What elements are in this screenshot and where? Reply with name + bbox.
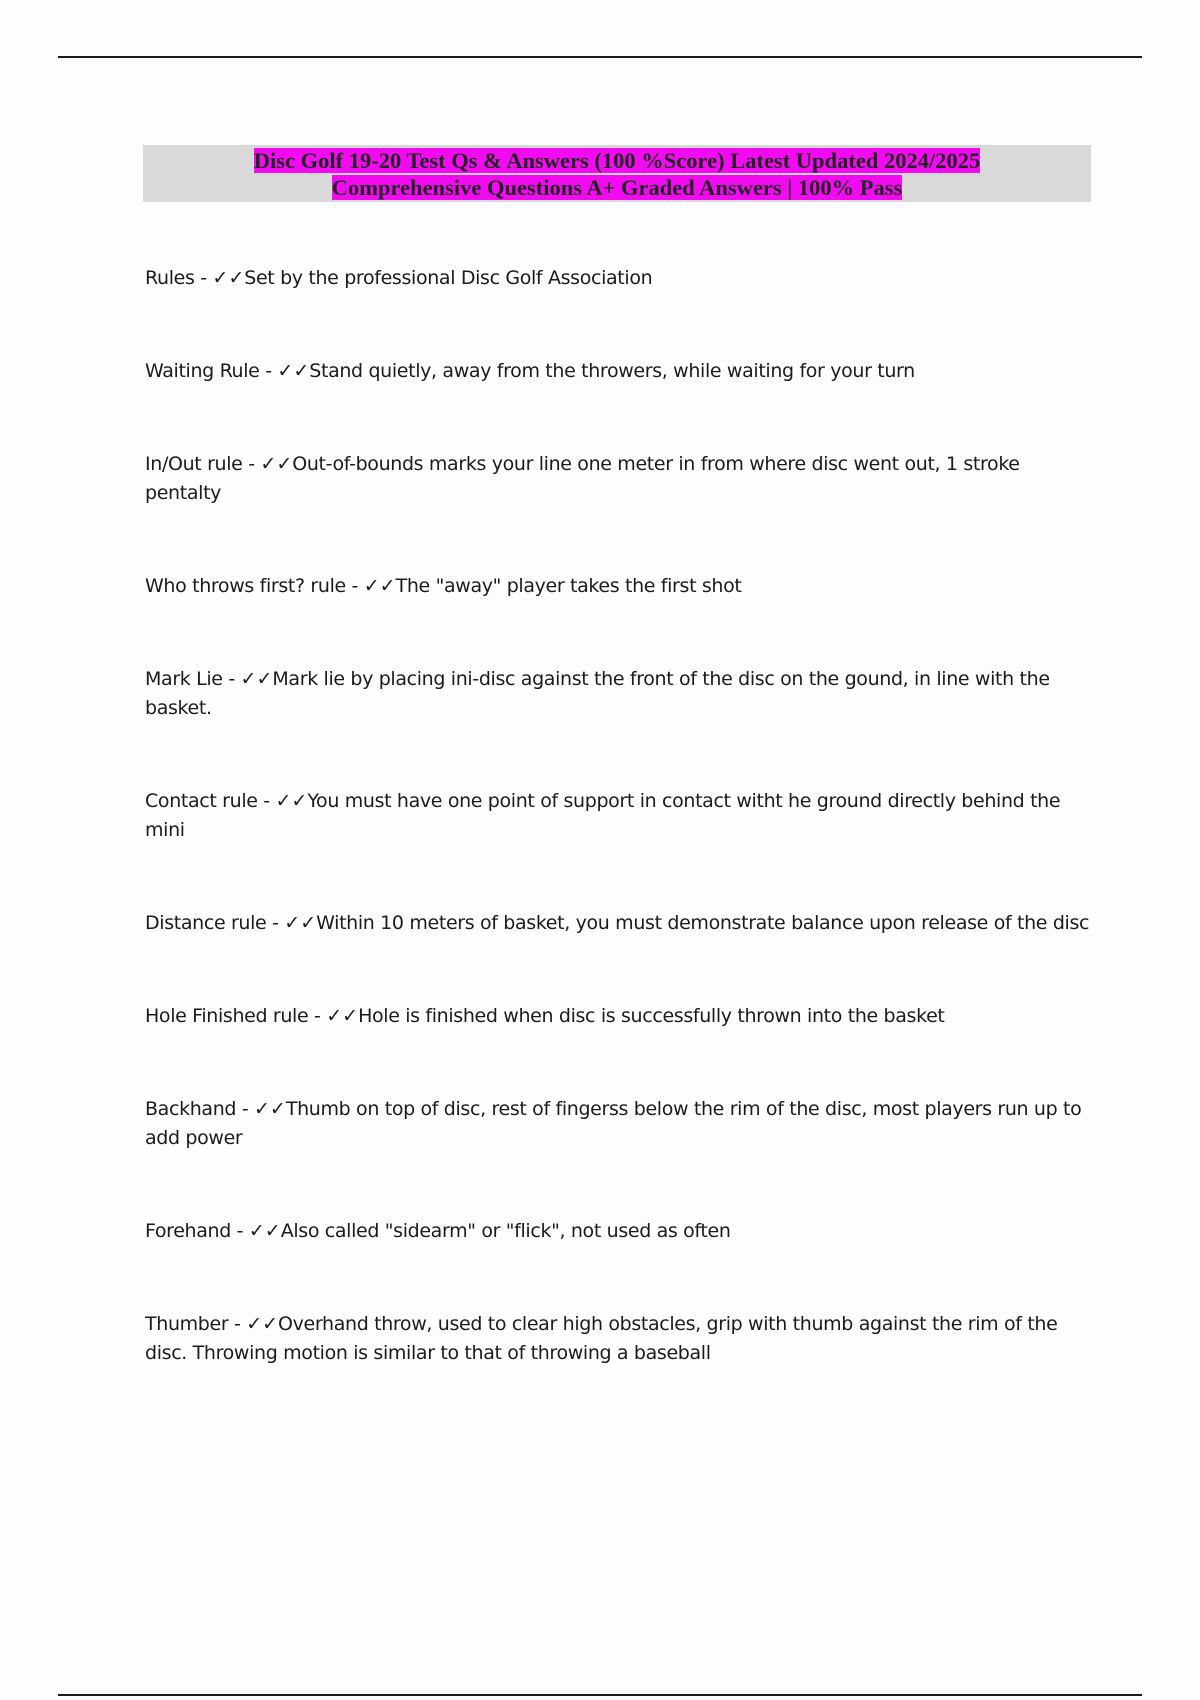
qa-separator: - <box>266 912 285 934</box>
qa-answer: Hole is finished when disc is successfully thrown into the basket <box>358 1005 945 1027</box>
qa-term: Waiting Rule <box>145 360 260 382</box>
qa-separator: - <box>257 790 276 812</box>
qa-separator: - <box>194 267 213 289</box>
qa-item <box>145 357 1095 386</box>
qa-answer: Within 10 meters of basket, you must demonstrate balance upon release of the disc <box>316 912 1090 934</box>
qa-separator: - <box>259 360 278 382</box>
qa-item <box>145 1310 1095 1368</box>
qa-answer: You must have one point of support in contact witht he ground directly behind the mini <box>145 790 1061 841</box>
qa-item <box>145 1217 1095 1246</box>
qa-item <box>145 1002 1095 1031</box>
qa-item <box>145 909 1095 938</box>
qa-item <box>145 572 1095 601</box>
qa-answer: Stand quietly, away from the throwers, while waiting for your turn <box>309 360 915 382</box>
qa-term: Forehand <box>145 1220 231 1242</box>
document-title-line-2: Comprehensive Questions A+ Graded Answers | 100% Pass <box>331 175 903 200</box>
qa-item <box>145 450 1095 508</box>
check-marks-icon: ✓✓ <box>212 267 245 289</box>
qa-term: Backhand <box>145 1098 237 1120</box>
qa-answer: Mark lie by placing ini-disc against the front of the disc on the gound, in line with the basket. <box>145 668 1050 719</box>
check-marks-icon: ✓✓ <box>275 790 308 812</box>
qa-separator: - <box>242 453 261 475</box>
check-marks-icon: ✓✓ <box>246 1313 279 1335</box>
check-marks-icon: ✓✓ <box>248 1220 281 1242</box>
qa-term: Distance rule <box>145 912 267 934</box>
qa-answer: Out-of-bounds marks your line one meter in from where disc went out, 1 stroke pentalty <box>145 453 1020 504</box>
qa-term: Rules <box>145 267 195 289</box>
document-title-line-1: Disc Golf 19-20 Test Qs & Answers (100 %Score) Latest Updated 2024/2025 <box>253 148 981 173</box>
check-marks-icon: ✓✓ <box>363 575 396 597</box>
qa-separator: - <box>222 668 241 690</box>
qa-term: Hole Finished rule <box>145 1005 309 1027</box>
qa-item <box>145 1095 1095 1153</box>
check-marks-icon: ✓✓ <box>240 668 273 690</box>
top-divider <box>58 56 1142 58</box>
qa-term: In/Out rule <box>145 453 243 475</box>
document-title-box <box>143 145 1091 202</box>
qa-answer: The "away" player takes the first shot <box>395 575 742 597</box>
qa-item <box>145 665 1095 723</box>
qa-separator: - <box>230 1220 249 1242</box>
qa-term: Thumber <box>145 1313 229 1335</box>
qa-item <box>145 264 1095 293</box>
qa-separator: - <box>345 575 364 597</box>
check-marks-icon: ✓✓ <box>260 453 293 475</box>
check-marks-icon: ✓✓ <box>326 1005 359 1027</box>
qa-separator: - <box>228 1313 247 1335</box>
qa-separator: - <box>308 1005 327 1027</box>
check-marks-icon: ✓✓ <box>284 912 317 934</box>
qa-item <box>145 787 1095 845</box>
qa-term: Mark Lie <box>145 668 223 690</box>
qa-separator: - <box>236 1098 255 1120</box>
qa-answer: Also called "sidearm" or "flick", not used as often <box>280 1220 731 1242</box>
qa-term: Contact rule <box>145 790 258 812</box>
qa-list <box>145 264 1095 1368</box>
qa-answer: Overhand throw, used to clear high obstacles, grip with thumb against the rim of the disc. Throwing motion is similar to that of throwing a baseball <box>145 1313 1058 1364</box>
qa-term: Who throws first? rule <box>145 575 346 597</box>
check-marks-icon: ✓✓ <box>277 360 310 382</box>
bottom-divider <box>58 1694 1142 1696</box>
check-marks-icon: ✓✓ <box>254 1098 286 1120</box>
qa-answer: Thumb on top of disc, rest of fingerss below the rim of the disc, most players run up to add power <box>145 1098 1082 1149</box>
qa-answer: Set by the professional Disc Golf Association <box>244 267 653 289</box>
